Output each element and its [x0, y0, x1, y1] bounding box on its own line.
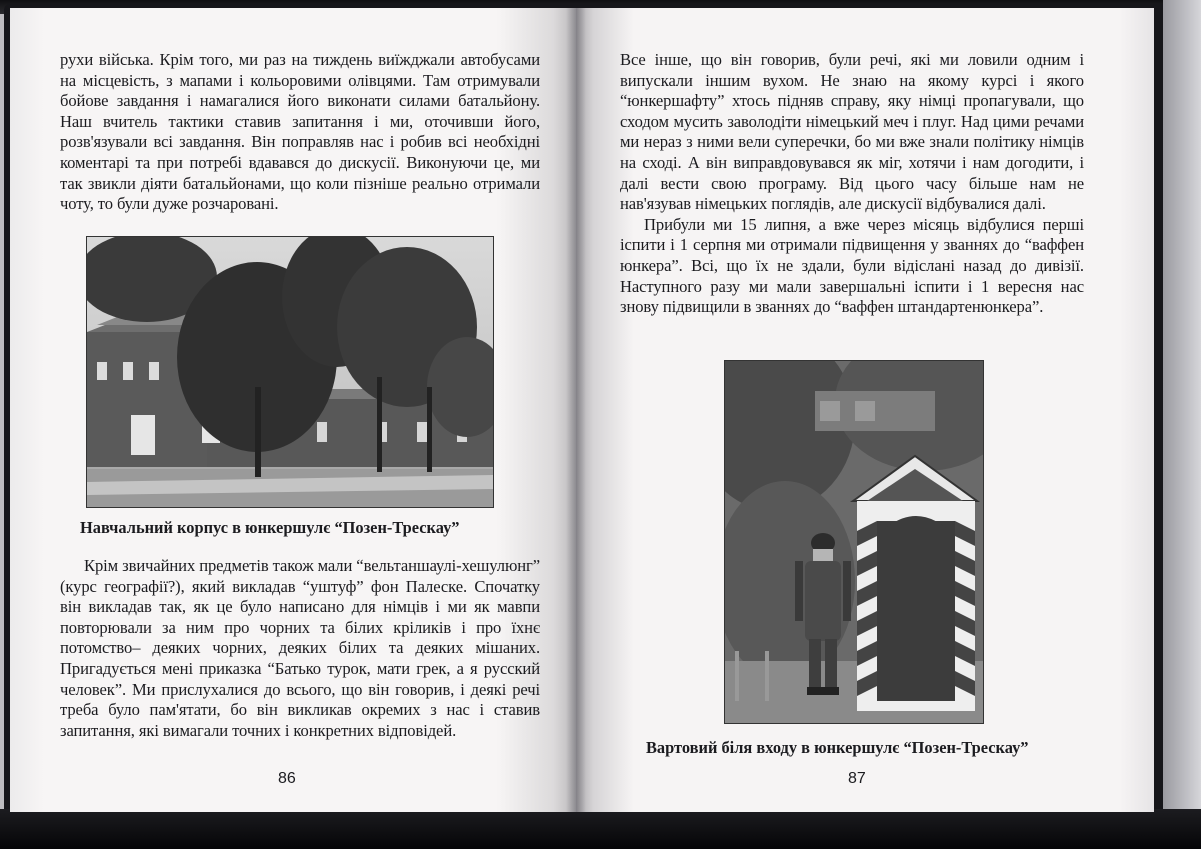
paragraph: рухи війська. Крім того, ми раз на тиждень виїжджали автобусами на місцевість, з мапами і кольоровими олівцями. Там отримували бойове завдання і намагалися його виконати силами батальйону. Наш вчитель тактики ставив запитання і ми, оточивши його, розв'язували всі завдання. Він поправляв нас і робив всі необхідні коментарі та при потребі вдавався до дискусії. Виконуючи це, ми так звикли діяти батальйонами, що коли пізніше реально отримали чоту, то були дуже розчаровані. — [60, 50, 540, 214]
paragraph: Крім звичайних предметів також мали “вельтаншаулі-хешулюнг” (курс географії?), який викладав “уштуф” фон Палеске. Спочатку він викладав так, як це було написано для німців і ми як мавпи повторювали за ним про чорних та білих кріликів і про їхнє потомство– деяких чорних, деяких білих та деяких мішаних. Пригадується мені приказка “Батько турок, мати грек, а я русский человек”. Ми прислухалися до всього, що він говорив, і деякі речі треба було пам'ятати, бо він викликав окремих з нас і ставив запитання, які вимагали точних і конкретних відповідей. — [60, 556, 541, 740]
left-page — [10, 8, 576, 812]
left-page-text-bottom — [60, 556, 540, 741]
page-number-left: 86 — [278, 770, 296, 787]
paragraph: Все інше, що він говорив, були речі, які ми ловили одним і випускали іншим вухом. Не знаю на якому курсі і якого “юнкершафту” хтось підняв справу, яку німці пропагували, що сходом мусить заволодіти німецький меч і плуг. Над цими речами ми нераз з ними вели суперечки, бо ми вже знали політику німців на сході. А він виправдовувався як міг, хотячи і нам догодити, і далі вести свою програму. Від цього часу більше нам не нав'язував німецьких поглядів, але дискусії відбувалися далі. — [620, 50, 1084, 214]
photo-caption-building: Навчальний корпус в юнкершулє “Позен-Трескау” — [80, 518, 460, 537]
right-page — [576, 8, 1154, 812]
sentry-photo — [724, 360, 984, 724]
building-photo — [86, 236, 494, 508]
book-gutter — [566, 8, 586, 812]
building-photo-image — [87, 237, 493, 507]
paragraph: Прибули ми 15 липня, а вже через місяць відбулися перші іспити і 1 серпня ми отримали підвищення у званнях до “ваффен юнкера”. Всі, що їх не здали, були відіслані назад до дивізії. Наступного разу ми мали завершальні іспити і 1 вересня нас знову підвищили в званнях до “ваффен штандартенюнкера”. — [620, 214, 1084, 317]
page-number-right: 87 — [848, 770, 866, 787]
scan-bottom-edge — [0, 809, 1201, 849]
scan-right-edge — [1163, 0, 1201, 849]
left-page-text-top — [60, 50, 540, 215]
right-page-text — [620, 50, 1084, 318]
sentry-photo-image — [725, 361, 983, 723]
photo-caption-sentry: Вартовий біля входу в юнкершулє “Позен-Трескау” — [646, 738, 1029, 757]
